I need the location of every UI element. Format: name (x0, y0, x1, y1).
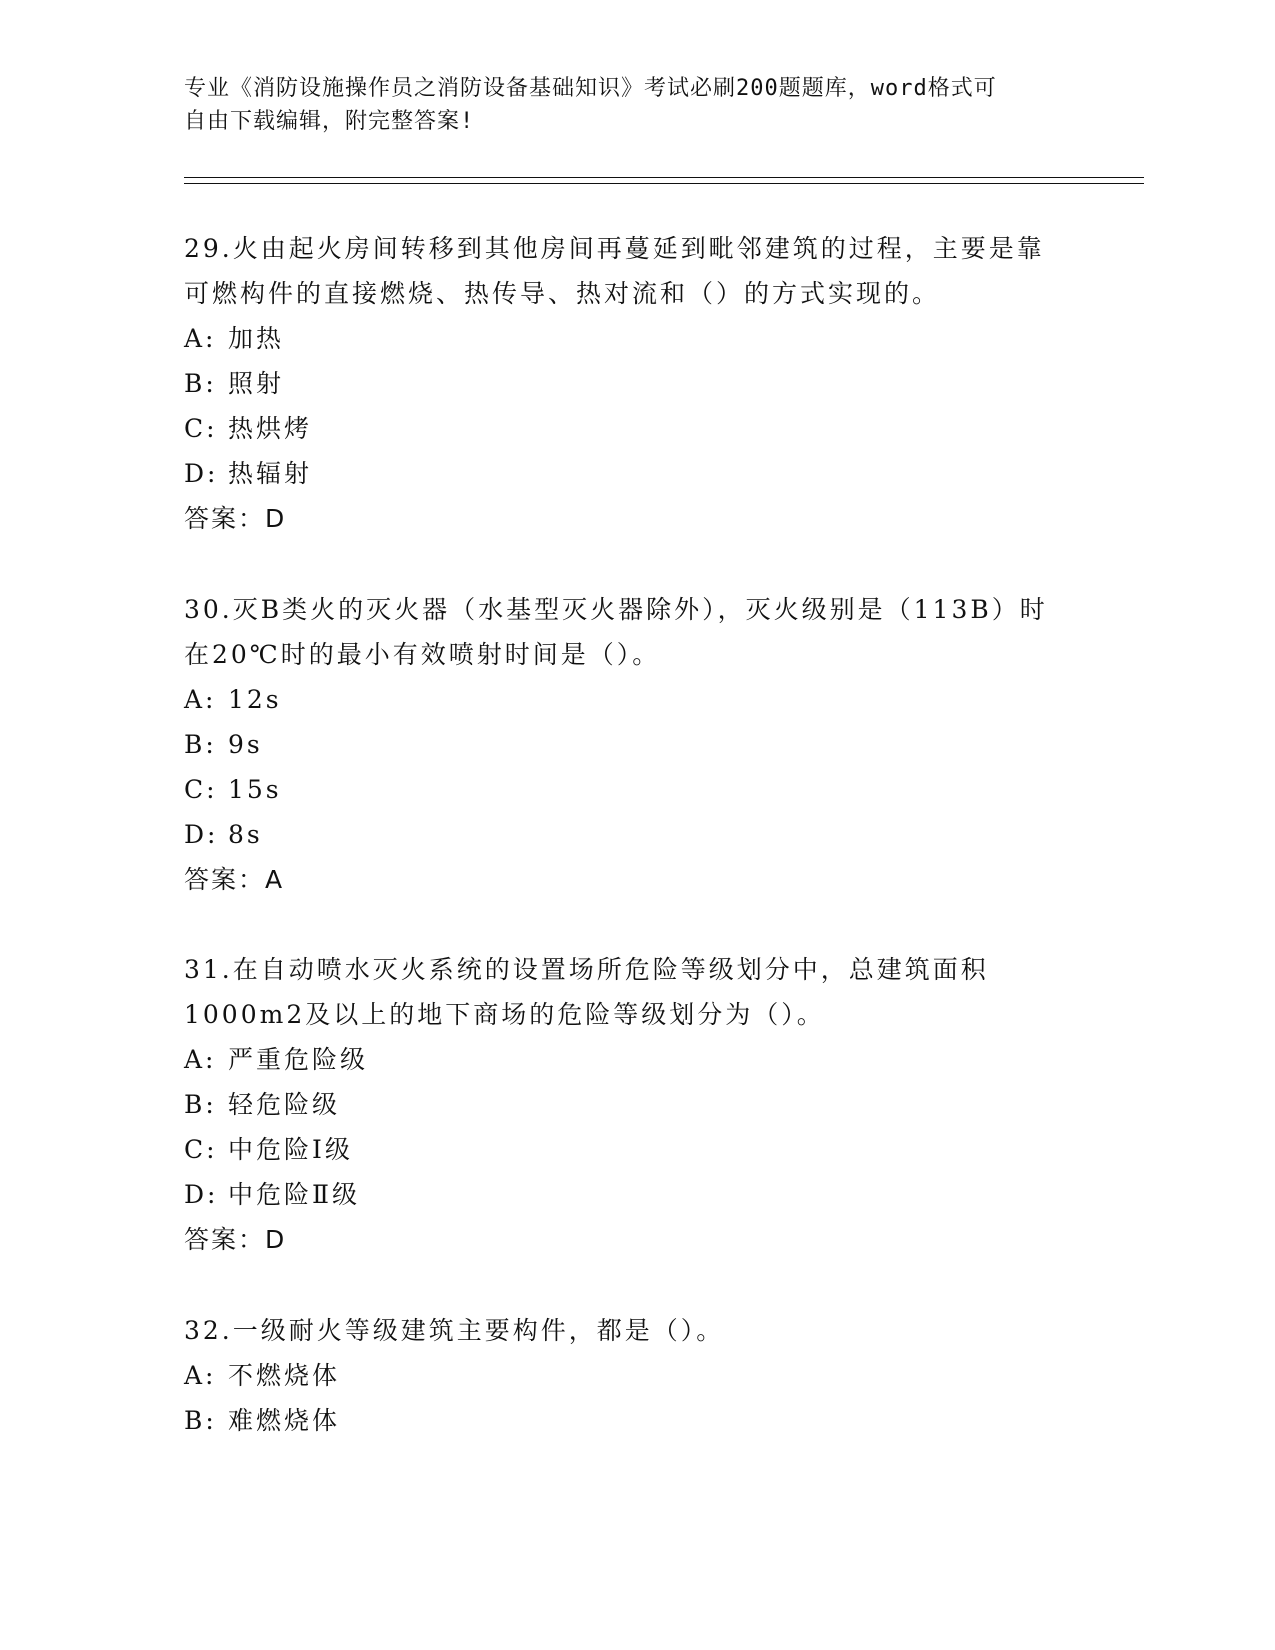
option-letter: B: (184, 369, 217, 398)
option-a (184, 677, 1064, 722)
answer-line: 答案：D (184, 1225, 287, 1254)
option-text: 9s (228, 730, 263, 759)
question-stem-line-1: 32.一级耐火等级建筑主要构件，都是（）。 (184, 1316, 725, 1345)
question-31 (184, 947, 1064, 1262)
option-letter: A: (184, 1045, 217, 1074)
option-text: 轻危险级 (228, 1090, 341, 1119)
option-a (184, 316, 1064, 361)
option-letter: D: (184, 820, 219, 849)
option-letter: D: (184, 459, 219, 488)
header-line-2: 自由下载编辑，附完整答案! (184, 109, 475, 134)
option-text: 照射 (228, 369, 285, 398)
option-text: 8s (228, 820, 263, 849)
document-header (184, 72, 1064, 138)
question-stem-line-2: 在20℃时的最小有效喷射时间是（）。 (184, 640, 661, 669)
option-b (184, 722, 1064, 767)
answer-line: 答案：A (184, 865, 285, 894)
option-letter: B: (184, 1090, 217, 1119)
option-d (184, 812, 1064, 857)
question-29 (184, 226, 1064, 541)
option-d (184, 451, 1064, 496)
question-stem-line-1: 29.火由起火房间转移到其他房间再蔓延到毗邻建筑的过程，主要是靠 (184, 234, 1045, 263)
header-line-1: 专业《消防设施操作员之消防设备基础知识》考试必刷200题题库，word格式可 (184, 76, 997, 101)
option-c (184, 406, 1064, 451)
option-b (184, 361, 1064, 406)
option-letter: B: (184, 730, 217, 759)
option-letter: B: (184, 1406, 217, 1435)
answer-line: 答案：D (184, 504, 287, 533)
option-d (184, 1172, 1064, 1217)
option-letter: C: (184, 775, 218, 804)
option-text: 热辐射 (228, 459, 313, 488)
question-stem-line-1: 31.在自动喷水灭火系统的设置场所危险等级划分中，总建筑面积 (184, 955, 989, 984)
option-text: 热烘烤 (228, 414, 313, 443)
header-divider (184, 177, 1144, 184)
question-32 (184, 1308, 1064, 1443)
option-text: 难燃烧体 (228, 1406, 341, 1435)
question-stem (184, 1308, 1064, 1353)
question-stem-line-1: 30.灭B类火的灭火器（水基型灭火器除外），灭火级别是（113B）时 (184, 595, 1048, 624)
option-a (184, 1037, 1064, 1082)
option-letter: C: (184, 414, 218, 443)
question-stem-line-2: 1000m2及以上的地下商场的危险等级划分为（）。 (184, 1000, 825, 1029)
question-stem-line-2: 可燃构件的直接燃烧、热传导、热对流和（）的方式实现的。 (184, 279, 941, 308)
option-text: 12s (228, 685, 282, 714)
option-text: 中危险Ⅱ级 (228, 1180, 360, 1209)
option-text: 严重危险级 (228, 1045, 369, 1074)
question-stem (184, 587, 1064, 677)
option-letter: A: (184, 1361, 217, 1390)
option-letter: A: (184, 324, 217, 353)
option-text: 中危险Ⅰ级 (228, 1135, 353, 1164)
option-a (184, 1353, 1064, 1398)
option-b (184, 1082, 1064, 1127)
option-letter: D: (184, 1180, 219, 1209)
option-letter: A: (184, 685, 217, 714)
question-stem (184, 947, 1064, 1037)
question-stem (184, 226, 1064, 316)
option-letter: C: (184, 1135, 218, 1164)
option-text: 加热 (228, 324, 285, 353)
option-c (184, 1127, 1064, 1172)
question-30 (184, 587, 1064, 902)
option-text: 不燃烧体 (228, 1361, 341, 1390)
option-text: 15s (228, 775, 282, 804)
option-c (184, 767, 1064, 812)
option-b (184, 1398, 1064, 1443)
